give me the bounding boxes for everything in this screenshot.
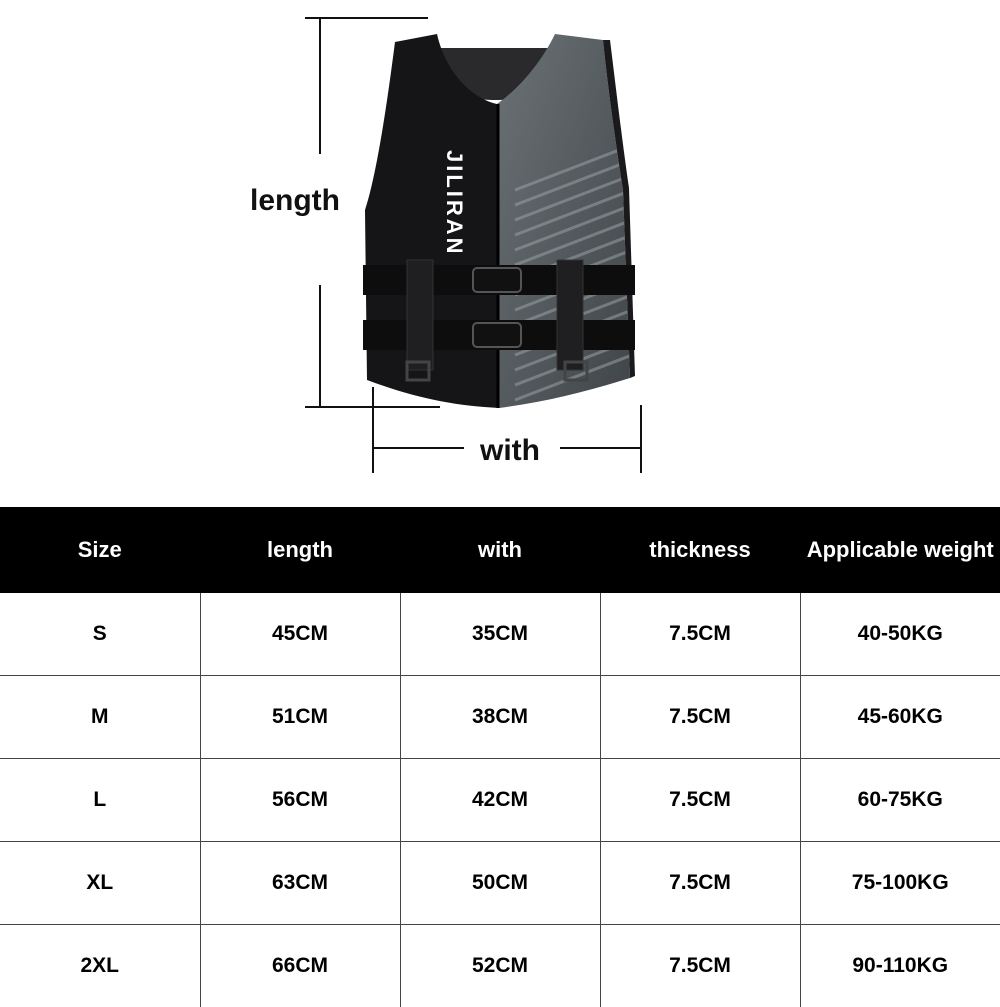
header-thickness: thickness	[600, 508, 800, 593]
cell-size: L	[0, 759, 200, 842]
header-size: Size	[0, 508, 200, 593]
cell-size: XL	[0, 842, 200, 925]
with-right-line	[560, 447, 642, 449]
header-length: length	[200, 508, 400, 593]
cell-with: 50CM	[400, 842, 600, 925]
cell-length: 56CM	[200, 759, 400, 842]
cell-weight: 45-60KG	[800, 676, 1000, 759]
cell-thickness: 7.5CM	[600, 842, 800, 925]
cell-length: 45CM	[200, 593, 400, 676]
length-top-line	[305, 17, 428, 19]
cell-length: 66CM	[200, 925, 400, 1007]
cell-with: 42CM	[400, 759, 600, 842]
life-vest-graphic	[345, 20, 645, 410]
cell-thickness: 7.5CM	[600, 676, 800, 759]
cell-with: 35CM	[400, 593, 600, 676]
table-row	[0, 676, 1000, 759]
cell-weight: 75-100KG	[800, 842, 1000, 925]
size-chart-table	[0, 507, 1000, 1007]
header-applicable-weight: Applicable weight	[800, 508, 1000, 593]
with-right-vertical	[640, 405, 642, 473]
product-diagram	[0, 0, 1000, 490]
with-label: with	[480, 434, 540, 468]
life-vest-image	[345, 20, 645, 410]
table-row	[0, 593, 1000, 676]
cell-size: S	[0, 593, 200, 676]
cell-length: 63CM	[200, 842, 400, 925]
length-upper-vertical	[319, 17, 321, 154]
cell-weight: 40-50KG	[800, 593, 1000, 676]
cell-thickness: 7.5CM	[600, 593, 800, 676]
cell-weight: 90-110KG	[800, 925, 1000, 1007]
cell-size: 2XL	[0, 925, 200, 1007]
cell-with: 52CM	[400, 925, 600, 1007]
header-with: with	[400, 508, 600, 593]
length-label: length	[250, 184, 340, 218]
cell-thickness: 7.5CM	[600, 925, 800, 1007]
table-row	[0, 842, 1000, 925]
length-lower-vertical	[319, 285, 321, 407]
cell-thickness: 7.5CM	[600, 759, 800, 842]
table-header-row	[0, 508, 1000, 593]
cell-length: 51CM	[200, 676, 400, 759]
table-row	[0, 759, 1000, 842]
cell-with: 38CM	[400, 676, 600, 759]
with-left-line	[372, 447, 464, 449]
cell-weight: 60-75KG	[800, 759, 1000, 842]
vest-brand-text: JILIRAN	[442, 150, 467, 257]
cell-size: M	[0, 676, 200, 759]
table-row	[0, 925, 1000, 1007]
